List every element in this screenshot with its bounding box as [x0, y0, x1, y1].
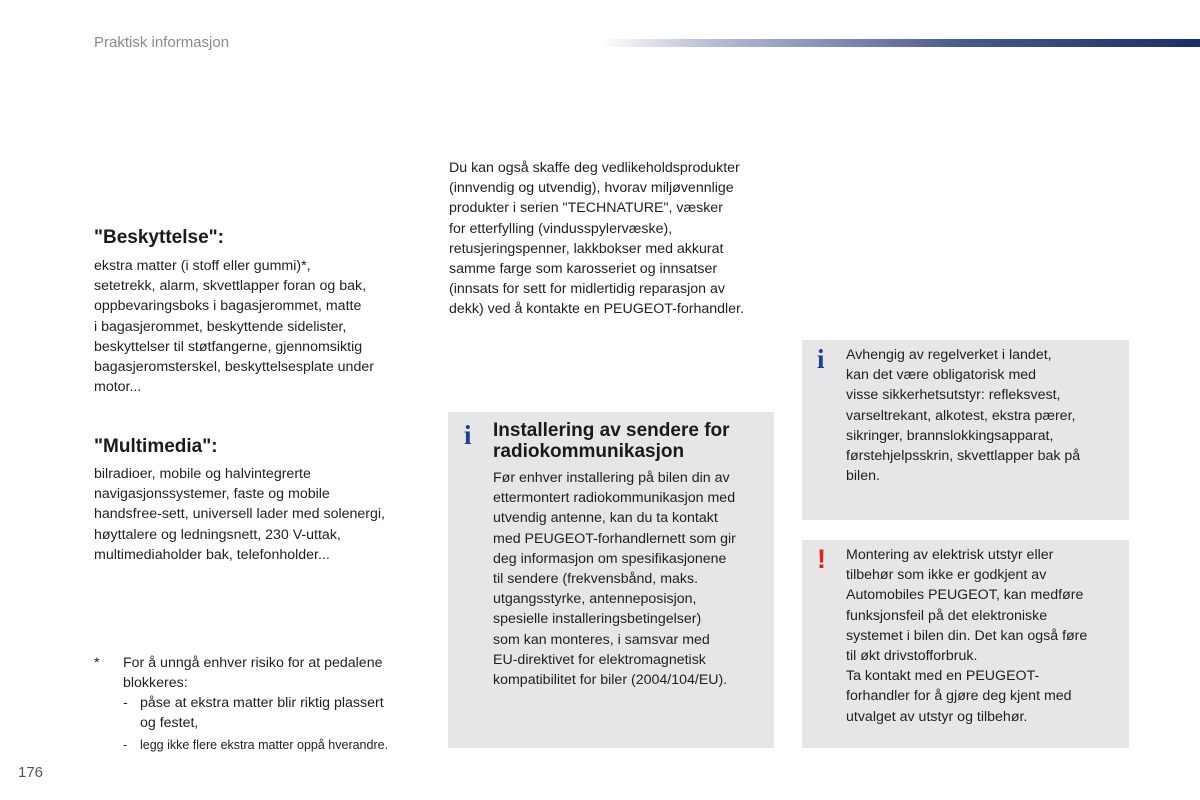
footnote-dash: - — [123, 695, 128, 711]
footnote-intro: For å unngå enhver risiko for at pedalene blokkeres: — [123, 655, 383, 692]
beskyttelse-heading: "Beskyttelse": — [94, 227, 224, 248]
safety-box-text: Avhengig av regelverket i landet, kan det være obligatorisk med visse sikkerhetsutstyr: refleksvest, varseltrekant, alkotest, ekstra pærer, sikringer, brannslokkingsapparat, førstehjelpsskrin, skvettlapper bak på bilen. — [846, 347, 1081, 485]
footnote-bullet: legg ikke flere ekstra matter oppå hverandre. — [140, 738, 389, 752]
warning-box-text: Montering av elektrisk utstyr eller tilbehør som ikke er godkjent av Automobiles PEUGEOT, kan medføre funksjonsfeil på det elektroniske systemet i bilen din. Det kan også føre til økt drivstofforbruk. Ta kontakt med en PEUGEOT- forhandler for å gjøre deg kjent med utvalget av utstyr og tilbehør. — [846, 547, 1088, 725]
footnote-star: * — [94, 655, 100, 671]
info-icon: i — [817, 344, 825, 374]
maintenance-products-text: Du kan også skaffe deg vedlikeholdsprodukter (innvendig og utvendig), hvorav miljøvennlige produkter i serien "TECHNATURE", væsker for etterfylling (vindusspylervæske), retusjeringspenner, lakkbokser med akkurat samme farge som karosseriet og innsatser (innsats for sett for midlertidig reparasjon av dekk) ved å kontakte en PEUGEOT-forhandler. — [449, 160, 744, 318]
info-icon: i — [464, 420, 472, 450]
running-header: Praktisk informasjon — [94, 34, 230, 51]
safety-equipment-box — [802, 340, 1129, 520]
warning-box — [802, 540, 1129, 748]
warning-icon: ! — [817, 544, 826, 574]
page-number: 176 — [18, 764, 44, 781]
radio-box-title: Installering av sendere for radiokommunikasjon — [493, 420, 730, 462]
beskyttelse-text: ekstra matter (i stoff eller gummi)*, setetrekk, alarm, skvettlapper foran og bak, oppbevaringsboks i bagasjerommet, matte i bagasjerommet, beskyttende sidelister, beskyttelser til støtfangerne, gjennomsiktig bagasjeromsterskel, beskyttelsesplate under motor... — [94, 258, 374, 396]
header-gradient-bar — [600, 39, 1200, 47]
radio-info-box — [448, 412, 774, 748]
footnote-bullet: påse at ekstra matter blir riktig plassert og festet, — [140, 695, 384, 732]
multimedia-text: bilradioer, mobile og halvintegrerte navigasjonssystemer, faste og mobile handsfree-sett, universell lader med solenergi, høyttalere og ledningsnett, 230 V-uttak, multimediaholder bak, telefonholder... — [94, 466, 385, 563]
multimedia-heading: "Multimedia": — [94, 436, 218, 457]
footnote-dash: - — [123, 738, 128, 752]
radio-box-text: Før enhver installering på bilen din av ettermontert radiokommunikasjon med utvendig antenne, kan du ta kontakt med PEUGEOT-forhandlernett som gir deg informasjon om spesifikasjonene til sendere (frekvensbånd, maks. utgangsstyrke, antenneposisjon, spesielle installeringsbetingelser) som kan monteres, i samsvar med EU-direktivet for elektromagnetisk kompatibilitet for biler (2004/104/EU). — [493, 470, 736, 689]
